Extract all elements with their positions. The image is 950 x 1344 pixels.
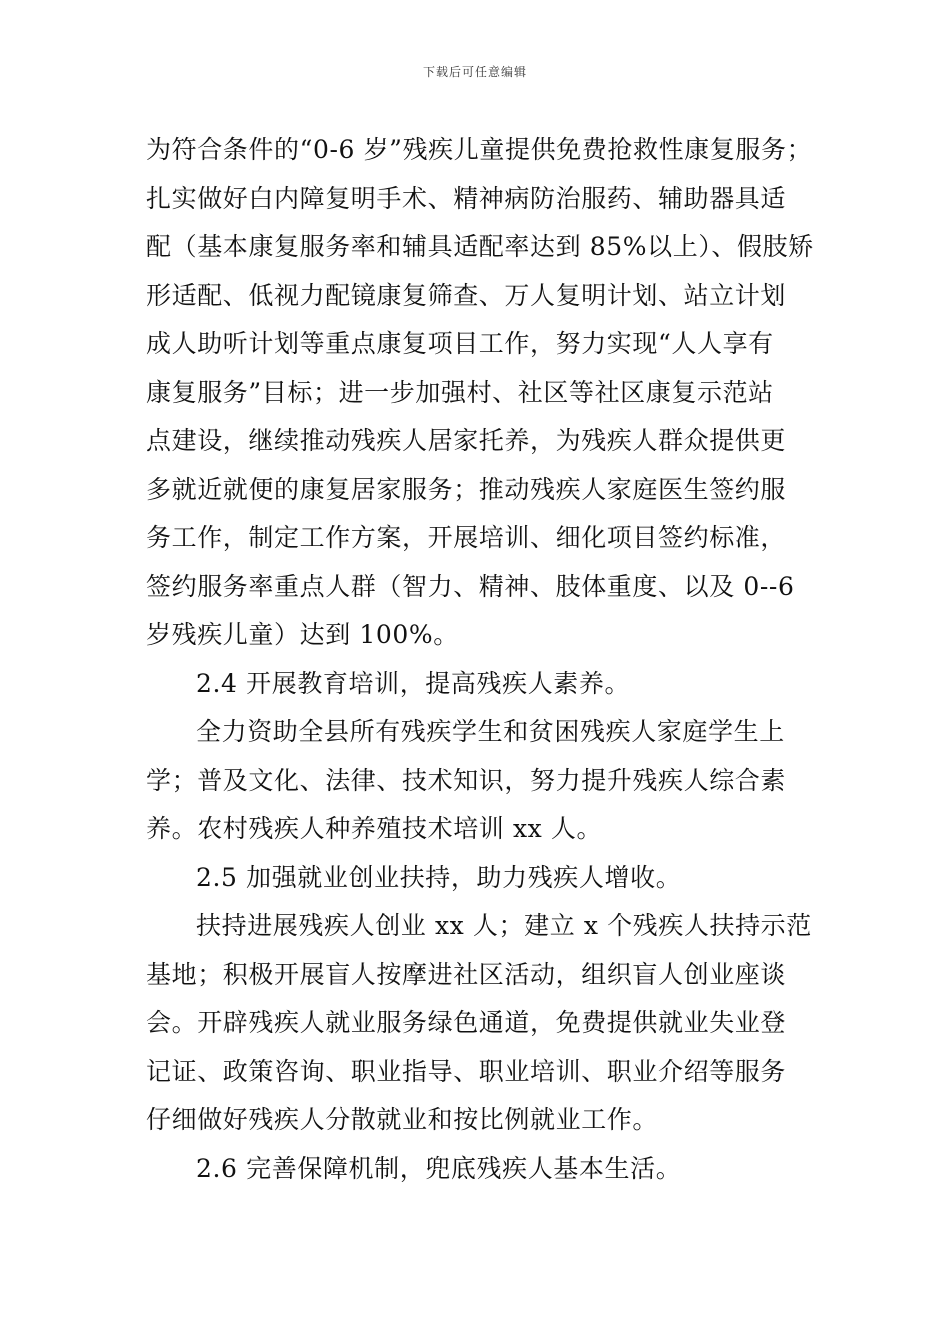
page-header: 下载后可任意编辑 (422, 65, 527, 79)
text-line: 扶持进展残疾人创业 xx 人；建立 x 个残疾人扶持示范 (196, 911, 812, 940)
text-line: 基地；积极开展盲人按摩进社区活动，组织盲人创业座谈 (146, 959, 787, 989)
text-line: 形适配、低视力配镜康复筛查、万人复明计划、站立计划 (146, 280, 787, 310)
text-line: 2.6 完善保障机制，兜底残疾人基本生活。 (196, 1153, 682, 1183)
text-line: 养。农村残疾人种养殖技术培训 xx 人。 (146, 814, 603, 843)
text-line: 多就近就便的康复居家服务；推动残疾人家庭医生签约服 (146, 474, 787, 504)
text-line: 仔细做好残疾人分散就业和按比例就业工作。 (146, 1105, 659, 1134)
text-line: 为符合条件的“0-6 岁”残疾儿童提供免费抢救性康复服务； (146, 135, 813, 164)
text-line: 记证、政策咨询、职业指导、职业培训、职业介绍等服务 (146, 1056, 787, 1086)
text-line: 成人助听计划等重点康复项目工作，努力实现“人人享有 (146, 329, 774, 358)
text-line: 2.5 加强就业创业扶持，助力残疾人增收。 (196, 862, 682, 892)
text-line: 全力资助全县所有残疾学生和贫困残疾人家庭学生上 (196, 717, 785, 746)
text-line: 岁残疾儿童）达到 100%。 (146, 620, 459, 649)
text-line: 签约服务率重点人群（智力、精神、肢体重度、以及 0--6 (146, 571, 795, 601)
text-line: 点建设，继续推动残疾人居家托养，为残疾人群众提供更 (146, 426, 787, 455)
text-line: 康复服务”目标；进一步加强村、社区等社区康复示范站 (146, 377, 774, 407)
text-line: 学；普及文化、法律、技术知识，努力提升残疾人综合素 (146, 765, 787, 795)
document-body (146, 126, 816, 1193)
text-line: 配（基本康复服务率和辅具适配率达到 85%以上）、假肢矫 (146, 232, 814, 261)
text-line: 务工作，制定工作方案，开展培训、细化项目签约标准， (146, 523, 787, 552)
text-line: 扎实做好白内障复明手术、精神病防治服药、辅助器具适 (146, 183, 787, 213)
text-line: 2.4 开展教育培训，提高残疾人素养。 (196, 668, 631, 698)
text-line: 会。开辟残疾人就业服务绿色通道，免费提供就业失业登 (146, 1008, 787, 1037)
